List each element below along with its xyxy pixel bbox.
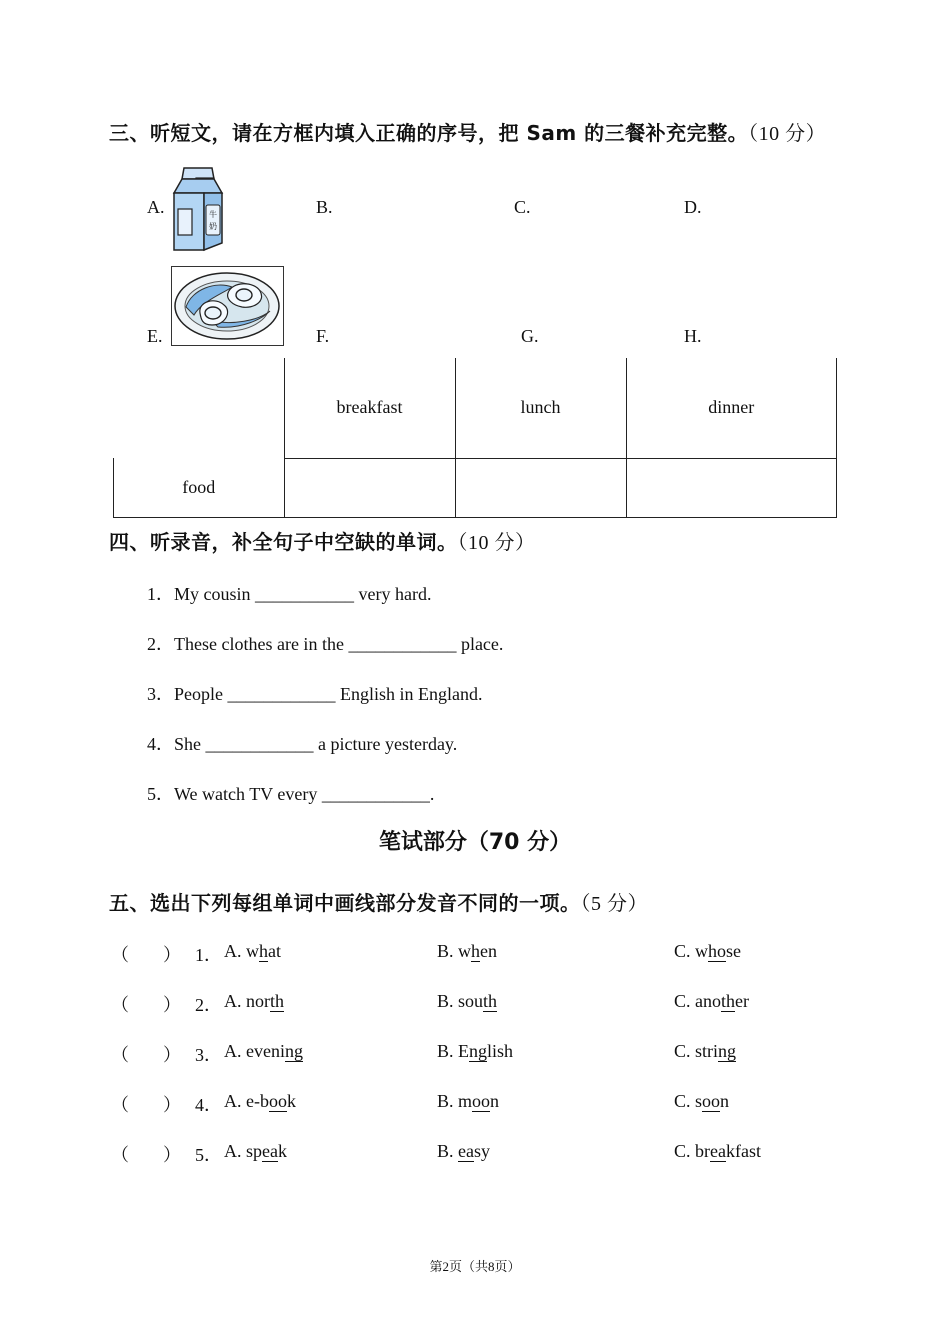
underlined-part: th bbox=[721, 991, 736, 1011]
option-b[interactable] bbox=[437, 941, 497, 962]
table-row-label-food: food bbox=[114, 458, 285, 517]
question-number: 3． bbox=[195, 1045, 222, 1065]
table-cell-lunch[interactable] bbox=[455, 458, 626, 517]
section3-title bbox=[109, 117, 826, 146]
underlined-part: oo bbox=[702, 1091, 721, 1111]
word-part: lish bbox=[487, 1041, 514, 1061]
word-part: stri bbox=[695, 1041, 719, 1061]
answer-paren-close[interactable]: ） bbox=[163, 1095, 181, 1115]
underlined-part: ea bbox=[458, 1141, 474, 1161]
section4-title bbox=[109, 526, 536, 555]
table-header-breakfast: breakfast bbox=[284, 358, 455, 458]
word-part: k bbox=[278, 1141, 287, 1161]
underlined-part: h bbox=[471, 941, 481, 961]
option-letter: C. bbox=[674, 1041, 696, 1061]
sentence-number: 1． bbox=[147, 584, 174, 604]
option-c[interactable] bbox=[674, 1091, 729, 1112]
sentence-before: People bbox=[174, 684, 228, 704]
section4-points: （10 分） bbox=[457, 532, 536, 554]
section5-title-text: 五、选出下列每组单词中画线部分发音不同的一项。 bbox=[109, 891, 581, 915]
option-letter: A. bbox=[224, 1041, 246, 1061]
option-letter: C. bbox=[674, 941, 696, 961]
sentence-number: 4． bbox=[147, 734, 174, 754]
option-b[interactable] bbox=[437, 991, 497, 1012]
sentence-after: very hard. bbox=[354, 584, 432, 604]
option-h-label: H. bbox=[684, 326, 702, 346]
option-letter: A. bbox=[224, 1091, 246, 1111]
sentence-after: a picture yesterday. bbox=[313, 734, 458, 754]
option-c-label: C. bbox=[514, 197, 531, 217]
option-a[interactable] bbox=[224, 991, 284, 1012]
fill-blank[interactable]: ____________ bbox=[348, 634, 457, 654]
option-letter: A. bbox=[224, 991, 246, 1011]
option-letter: C. bbox=[674, 1091, 696, 1111]
word-part: sp bbox=[246, 1141, 263, 1161]
answer-paren-open[interactable]: （ bbox=[111, 1045, 129, 1065]
option-b[interactable] bbox=[437, 1091, 499, 1112]
word-part: w bbox=[458, 941, 472, 961]
sentence-number: 3． bbox=[147, 684, 174, 704]
word-part: k bbox=[286, 1091, 296, 1111]
option-letter: C. bbox=[674, 1141, 696, 1161]
section5-title bbox=[109, 887, 648, 916]
option-b-label: B. bbox=[316, 197, 333, 217]
word-part: e-b bbox=[246, 1091, 269, 1111]
fill-blank[interactable]: ____________ bbox=[205, 734, 314, 754]
sentence-before: She bbox=[174, 734, 206, 754]
table-header-empty bbox=[114, 358, 285, 458]
option-a[interactable] bbox=[224, 1141, 287, 1162]
underlined-part: oo bbox=[472, 1091, 491, 1111]
option-e-label: E. bbox=[147, 326, 163, 346]
option-c[interactable] bbox=[674, 991, 749, 1012]
word-part: E bbox=[458, 1041, 470, 1061]
milk-carton-icon bbox=[170, 165, 228, 255]
word-part: s bbox=[695, 1091, 703, 1111]
word-part: sy bbox=[474, 1141, 491, 1161]
fill-blank[interactable]: ____________ bbox=[321, 784, 430, 804]
underlined-part: th bbox=[483, 991, 498, 1011]
sentence-number: 5． bbox=[147, 784, 174, 804]
question-number: 5． bbox=[195, 1145, 222, 1165]
option-letter: A. bbox=[224, 1141, 246, 1161]
section5-points: （5 分） bbox=[580, 893, 648, 915]
option-a-label: A. bbox=[147, 197, 165, 217]
table-header-lunch: lunch bbox=[455, 358, 626, 458]
option-b[interactable] bbox=[437, 1041, 513, 1062]
word-part: br bbox=[695, 1141, 711, 1161]
table-header-dinner: dinner bbox=[626, 358, 837, 458]
option-g-label: G. bbox=[521, 326, 539, 346]
fill-blank[interactable]: ____________ bbox=[227, 684, 336, 704]
sentence-1 bbox=[147, 580, 431, 606]
word-part: w bbox=[246, 941, 259, 961]
answer-paren-open[interactable]: （ bbox=[111, 995, 129, 1015]
option-d-label: D. bbox=[684, 197, 702, 217]
section3-title-text: 三、听短文，请在方框内填入正确的序号，把 Sam 的三餐补充完整。 bbox=[109, 121, 749, 145]
sentence-after: . bbox=[429, 784, 435, 804]
section4-title-text: 四、听录音，补全句子中空缺的单词。 bbox=[109, 530, 458, 554]
option-b[interactable] bbox=[437, 1141, 490, 1162]
fill-blank[interactable]: ___________ bbox=[255, 584, 354, 604]
sentence-after: English in England. bbox=[335, 684, 483, 704]
word-part: eveni bbox=[246, 1041, 285, 1061]
sentence-4 bbox=[147, 730, 457, 756]
sentence-after: place. bbox=[456, 634, 504, 654]
option-a[interactable] bbox=[224, 1091, 296, 1112]
option-c[interactable] bbox=[674, 1041, 736, 1062]
written-part-title: 笔试部分（70 分） bbox=[378, 830, 572, 855]
option-letter: B. bbox=[437, 1141, 459, 1161]
word-part: ano bbox=[695, 991, 722, 1011]
underlined-part: oo bbox=[268, 1091, 287, 1111]
answer-paren-close[interactable]: ） bbox=[163, 945, 181, 965]
underlined-part: ho bbox=[708, 941, 727, 961]
underlined-part: ea bbox=[710, 1141, 726, 1161]
option-letter: B. bbox=[437, 991, 459, 1011]
underlined-part: ng bbox=[469, 1041, 488, 1061]
option-f-label: F. bbox=[316, 326, 330, 346]
question-number: 4． bbox=[195, 1095, 222, 1115]
option-a[interactable] bbox=[224, 1041, 303, 1062]
sentence-3 bbox=[147, 680, 483, 706]
option-letter: B. bbox=[437, 941, 459, 961]
word-part: sou bbox=[458, 991, 484, 1011]
question-number: 2． bbox=[195, 995, 222, 1015]
option-letter: B. bbox=[437, 1091, 459, 1111]
underlined-part: th bbox=[270, 991, 285, 1011]
svg-text:奶: 奶 bbox=[209, 222, 217, 231]
word-part: en bbox=[480, 941, 498, 961]
meals-table bbox=[113, 358, 837, 518]
word-part: at bbox=[268, 941, 281, 961]
sentence-number: 2． bbox=[147, 634, 174, 654]
word-part: kfast bbox=[726, 1141, 761, 1161]
fried-eggs-plate-icon bbox=[171, 266, 284, 346]
underlined-part: ng bbox=[718, 1041, 737, 1061]
option-letter: A. bbox=[224, 941, 246, 961]
word-part: n bbox=[720, 1091, 730, 1111]
option-letter: B. bbox=[437, 1041, 459, 1061]
answer-paren-open[interactable]: （ bbox=[111, 1145, 129, 1165]
word-part: n bbox=[490, 1091, 500, 1111]
table-cell-breakfast[interactable] bbox=[284, 458, 455, 517]
section3-points: （10 分） bbox=[748, 123, 827, 145]
answer-paren-close[interactable]: ） bbox=[163, 1145, 181, 1165]
underlined-part: ng bbox=[284, 1041, 303, 1061]
word-part: w bbox=[695, 941, 709, 961]
option-c[interactable] bbox=[674, 941, 741, 962]
answer-paren-close[interactable]: ） bbox=[163, 1045, 181, 1065]
sentence-5 bbox=[147, 780, 434, 806]
word-part: m bbox=[458, 1091, 473, 1111]
underlined-part: ea bbox=[262, 1141, 278, 1161]
sentence-before: My cousin bbox=[174, 584, 255, 604]
underlined-part: h bbox=[259, 941, 268, 961]
sentence-before: These clothes are in the bbox=[174, 634, 349, 654]
answer-paren-open[interactable]: （ bbox=[111, 1095, 129, 1115]
answer-paren-close[interactable]: ） bbox=[163, 995, 181, 1015]
question-number: 1． bbox=[195, 945, 222, 965]
option-a[interactable] bbox=[224, 941, 281, 962]
svg-text:牛: 牛 bbox=[209, 210, 217, 219]
sentence-2 bbox=[147, 630, 503, 656]
option-c[interactable] bbox=[674, 1141, 761, 1162]
word-part: nor bbox=[246, 991, 270, 1011]
table-cell-dinner[interactable] bbox=[626, 458, 837, 517]
answer-paren-open[interactable]: （ bbox=[111, 945, 129, 965]
option-letter: C. bbox=[674, 991, 696, 1011]
sentence-before: We watch TV every bbox=[174, 784, 322, 804]
word-part: se bbox=[726, 941, 742, 961]
page-footer: 第2页（共8页） bbox=[429, 1259, 521, 1274]
word-part: er bbox=[735, 991, 750, 1011]
